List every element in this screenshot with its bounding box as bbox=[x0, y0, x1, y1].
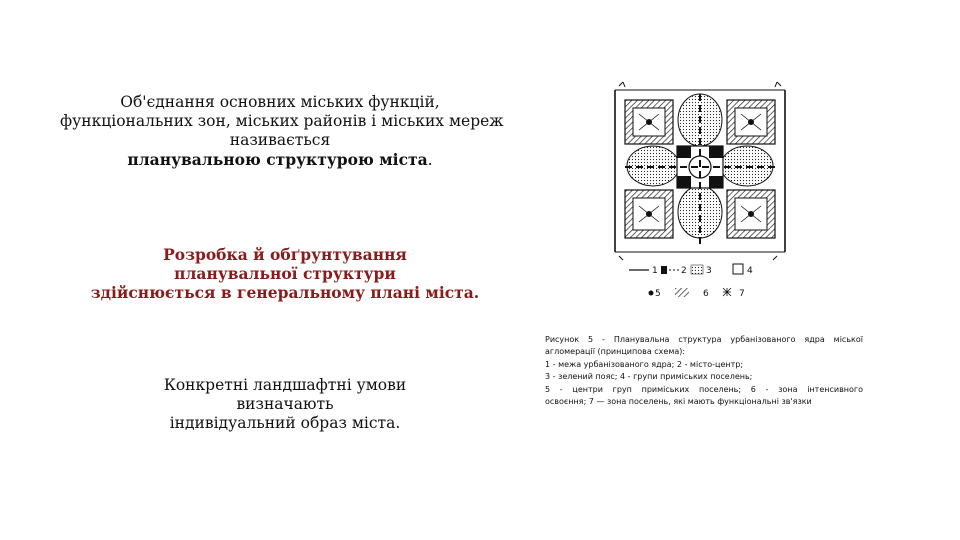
definition-text bbox=[60, 93, 504, 170]
definition-period: . bbox=[427, 151, 433, 169]
caption-line-4: 3 - зелений пояс; 4 - групи приміських поселень; bbox=[545, 372, 753, 382]
legend-label-6: 6 bbox=[703, 289, 709, 299]
legend-label-2: 2 bbox=[681, 266, 687, 276]
legend-symbol-2 bbox=[661, 266, 667, 274]
caption-line-2: агломерації (принципова схема): bbox=[545, 347, 686, 357]
landscape-line-2: визначають bbox=[236, 395, 334, 413]
highlight-line-2: планувальної структури bbox=[174, 264, 396, 283]
landscape-line-1: Конкретні ландшафтні умови bbox=[163, 376, 407, 394]
legend-label-4: 4 bbox=[747, 266, 753, 276]
legend-label-5: 5 bbox=[655, 289, 661, 299]
figure-caption bbox=[545, 334, 863, 408]
legend-label-7: 7 bbox=[739, 289, 745, 299]
landscape-text bbox=[120, 376, 450, 433]
caption-line-6: освоєння; 7 — зона поселень, які мають функціональні зв'язки bbox=[545, 397, 812, 407]
highlight-line-3: здійснюється в генеральному плані міста. bbox=[90, 283, 480, 302]
landscape-line-3: індивідуальний образ міста. bbox=[169, 414, 401, 432]
legend-symbol-6 bbox=[675, 288, 689, 297]
legend-symbol-7 bbox=[723, 288, 731, 296]
definition-line-2: функціональних зон, міських районів і міських мереж bbox=[60, 112, 504, 130]
caption-line-5: 5 - центри груп приміських поселень; 6 - зона інтенсивного bbox=[545, 384, 863, 394]
planning-structure-diagram bbox=[595, 80, 805, 310]
diagram-legend bbox=[629, 264, 753, 299]
caption-line-1: Рисунок 5 - Планувальна структура урбанізованого ядра міської bbox=[545, 335, 863, 344]
legend-label-3: 3 bbox=[706, 266, 712, 276]
definition-line-3: називається bbox=[229, 131, 331, 149]
legend-symbol-3 bbox=[691, 265, 703, 274]
legend-symbol-5 bbox=[649, 291, 654, 296]
caption-line-3: 1 - межа урбанізованого ядра; 2 - місто-центр; bbox=[545, 359, 744, 369]
legend-symbol-4 bbox=[733, 264, 743, 274]
definition-line-1: Об'єднання основних міських функцій, bbox=[120, 93, 440, 111]
definition-term: планувальною структурою міста bbox=[127, 150, 428, 169]
highlight-line-1: Розробка й обґрунтування bbox=[163, 245, 407, 264]
legend-label-1: 1 bbox=[652, 266, 658, 276]
highlight-text bbox=[85, 245, 485, 302]
definition-line-4 bbox=[60, 150, 500, 170]
